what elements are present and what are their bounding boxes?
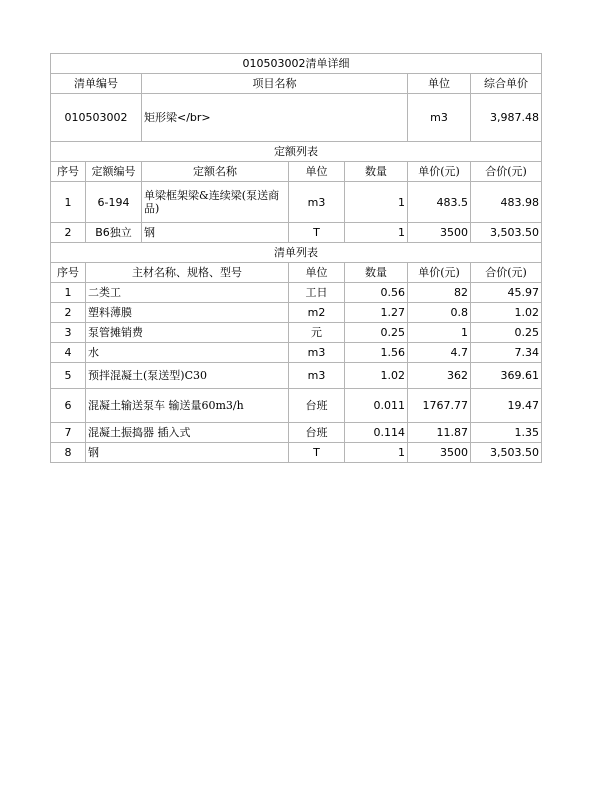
quota-col-total: 合价(元) [471, 162, 542, 182]
table-row [51, 423, 542, 443]
quota-total: 3,503.50 [471, 223, 542, 243]
quota-col-unit: 单位 [289, 162, 345, 182]
material-col-unit: 单位 [289, 263, 345, 283]
material-no: 7 [51, 423, 86, 443]
quota-col-price: 单价(元) [408, 162, 471, 182]
material-unit: 工日 [289, 283, 345, 303]
material-total: 1.35 [471, 423, 542, 443]
quota-section-title-row [51, 142, 542, 162]
table-row [51, 363, 542, 389]
bill-detail-table [50, 53, 542, 463]
item-code: 010503002 [51, 94, 142, 142]
material-header-row [51, 263, 542, 283]
unit-label: 单位 [408, 74, 471, 94]
table-row [51, 343, 542, 363]
quota-no: 2 [51, 223, 86, 243]
material-unit: 台班 [289, 389, 345, 423]
quota-col-no: 序号 [51, 162, 86, 182]
name-label: 项目名称 [142, 74, 408, 94]
material-no: 5 [51, 363, 86, 389]
material-no: 6 [51, 389, 86, 423]
material-name: 二类工 [86, 283, 289, 303]
material-price: 4.7 [408, 343, 471, 363]
material-total: 0.25 [471, 323, 542, 343]
quota-unit: T [289, 223, 345, 243]
item-row [51, 94, 542, 142]
material-name: 混凝土输送泵车 输送量60m3/h [86, 389, 289, 423]
material-name: 泵管摊销费 [86, 323, 289, 343]
material-qty: 1.02 [345, 363, 408, 389]
material-section-title: 清单列表 [51, 243, 542, 263]
quota-total: 483.98 [471, 182, 542, 223]
material-qty: 1.27 [345, 303, 408, 323]
material-total: 7.34 [471, 343, 542, 363]
table-row [51, 443, 542, 463]
material-name: 塑料薄膜 [86, 303, 289, 323]
material-total: 45.97 [471, 283, 542, 303]
material-name: 钢 [86, 443, 289, 463]
material-name: 预拌混凝土(泵送型)C30 [86, 363, 289, 389]
material-total: 3,503.50 [471, 443, 542, 463]
material-no: 1 [51, 283, 86, 303]
material-name: 混凝土振捣器 插入式 [86, 423, 289, 443]
table-row [51, 389, 542, 423]
material-no: 3 [51, 323, 86, 343]
material-price: 11.87 [408, 423, 471, 443]
quota-col-code: 定额编号 [86, 162, 142, 182]
material-unit: 台班 [289, 423, 345, 443]
material-qty: 0.56 [345, 283, 408, 303]
material-col-qty: 数量 [345, 263, 408, 283]
quota-price: 483.5 [408, 182, 471, 223]
title-row [51, 54, 542, 74]
material-unit: m3 [289, 363, 345, 389]
item-name: 矩形梁</br> [142, 94, 408, 142]
material-no: 4 [51, 343, 86, 363]
material-col-no: 序号 [51, 263, 86, 283]
material-name: 水 [86, 343, 289, 363]
material-section-title-row [51, 243, 542, 263]
material-no: 8 [51, 443, 86, 463]
material-unit: 元 [289, 323, 345, 343]
sheet-title: 010503002清单详细 [51, 54, 542, 74]
quota-code: 6-194 [86, 182, 142, 223]
quota-col-qty: 数量 [345, 162, 408, 182]
table-row [51, 303, 542, 323]
material-col-name: 主材名称、规格、型号 [86, 263, 289, 283]
material-qty: 1 [345, 443, 408, 463]
table-row [51, 223, 542, 243]
material-total: 1.02 [471, 303, 542, 323]
code-label: 清单编号 [51, 74, 142, 94]
quota-header-row [51, 162, 542, 182]
quota-section-title: 定额列表 [51, 142, 542, 162]
quota-col-name: 定额名称 [142, 162, 289, 182]
material-qty: 1.56 [345, 343, 408, 363]
material-no: 2 [51, 303, 86, 323]
material-price: 82 [408, 283, 471, 303]
quota-code: B6独立 [86, 223, 142, 243]
quota-qty: 1 [345, 182, 408, 223]
item-price: 3,987.48 [471, 94, 542, 142]
item-unit: m3 [408, 94, 471, 142]
material-col-price: 单价(元) [408, 263, 471, 283]
material-total: 369.61 [471, 363, 542, 389]
quota-name: 单梁框架梁&连续梁(泵送商品) [142, 182, 289, 223]
table-row [51, 283, 542, 303]
quota-price: 3500 [408, 223, 471, 243]
item-header-row [51, 74, 542, 94]
material-col-total: 合价(元) [471, 263, 542, 283]
material-total: 19.47 [471, 389, 542, 423]
price-label: 综合单价 [471, 74, 542, 94]
material-price: 1 [408, 323, 471, 343]
material-price: 3500 [408, 443, 471, 463]
material-unit: m3 [289, 343, 345, 363]
table-row [51, 182, 542, 223]
material-price: 0.8 [408, 303, 471, 323]
quota-no: 1 [51, 182, 86, 223]
quota-qty: 1 [345, 223, 408, 243]
material-price: 1767.77 [408, 389, 471, 423]
material-price: 362 [408, 363, 471, 389]
material-qty: 0.114 [345, 423, 408, 443]
material-unit: m2 [289, 303, 345, 323]
quota-name: 钢 [142, 223, 289, 243]
quota-unit: m3 [289, 182, 345, 223]
material-unit: T [289, 443, 345, 463]
material-qty: 0.011 [345, 389, 408, 423]
table-row [51, 323, 542, 343]
material-qty: 0.25 [345, 323, 408, 343]
